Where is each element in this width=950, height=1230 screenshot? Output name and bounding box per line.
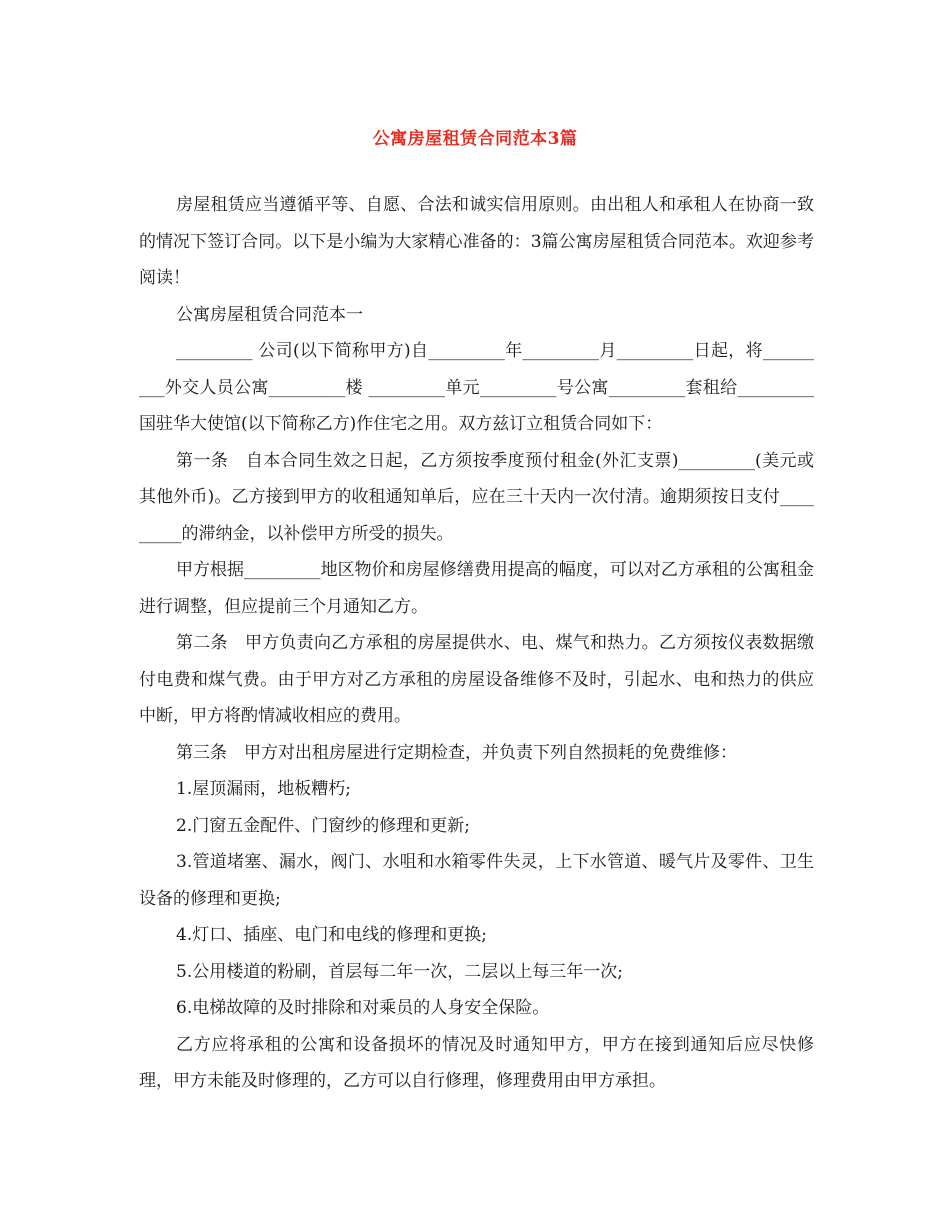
list-item-2: 2.门窗五金配件、门窗纱的修理和更新;: [176, 815, 470, 836]
paragraph-repair-notice: 乙方应将承租的公寓和设备损坏的情况及时通知甲方，甲方在接到通知后应尽快修理，甲方未能及时修理的，乙方可以自行修理，修理费用由甲方承担。: [139, 1034, 814, 1091]
paragraph-parties: _________ 公司(以下简称甲方)自_________年_________月_________日起，将_________外交人员公寓_________楼 _________单元_________号公寓_________套租给_________国驻华大使馆(以下简称乙方)作住宅之用。双方兹订立租赁合同如下：: [139, 341, 814, 434]
paragraph-article-3: 第三条 甲方对出租房屋进行定期检查，并负责下列自然损耗的免费维修：: [176, 742, 737, 763]
paragraph-article-1: 第一条 自本合同生效之日起，乙方须按季度预付租金(外汇支票)_________(美元或其他外币)。乙方接到甲方的收租通知单后，应在三十天内一次付清。逾期须按日支付_________的滞纳金，以补偿甲方所受的损失。: [139, 450, 814, 544]
list-item-6: 6.电梯故障的及时排除和对乘员的人身安全保险。: [176, 998, 550, 1018]
list-item-5: 5.公用楼道的粉刷，首层每二年一次，二层以上每三年一次;: [176, 961, 623, 982]
list-item-4: 4.灯口、插座、电门和电线的修理和更换;: [176, 925, 487, 945]
paragraph-intro: 房屋租赁应当遵循平等、自愿、合法和诚实信用原则。由出租人和承租人在协商一致的情况下签订合同。以下是小编为大家精心准备的：3篇公寓房屋租赁合同范本。欢迎参考阅读！: [139, 195, 814, 288]
paragraph-section-heading: 公寓房屋租赁合同范本一: [176, 304, 363, 325]
list-item-3: 3.管道堵塞、漏水，阀门、水咀和水箱零件失灵，上下水管道、暖气片及零件、卫生设备的修理和更换;: [139, 852, 814, 909]
paragraph-rent-adjustment: 甲方根据_________地区物价和房屋修缮费用提高的幅度，可以对乙方承租的公寓租金进行调整，但应提前三个月通知乙方。: [139, 560, 814, 617]
document-body: [139, 187, 814, 1100]
list-item-1: 1.屋顶漏雨，地板糟朽;: [176, 779, 351, 799]
document-title: 公寓房屋租赁合同范本3篇: [372, 129, 578, 149]
paragraph-article-2: 第二条 甲方负责向乙方承租的房屋提供水、电、煤气和热力。乙方须按仪表数据缴付电费和煤气费。由于甲方对乙方承租的房屋设备维修不及时，引起水、电和热力的供应中断，甲方将酌情减收相应的费用。: [139, 633, 814, 726]
